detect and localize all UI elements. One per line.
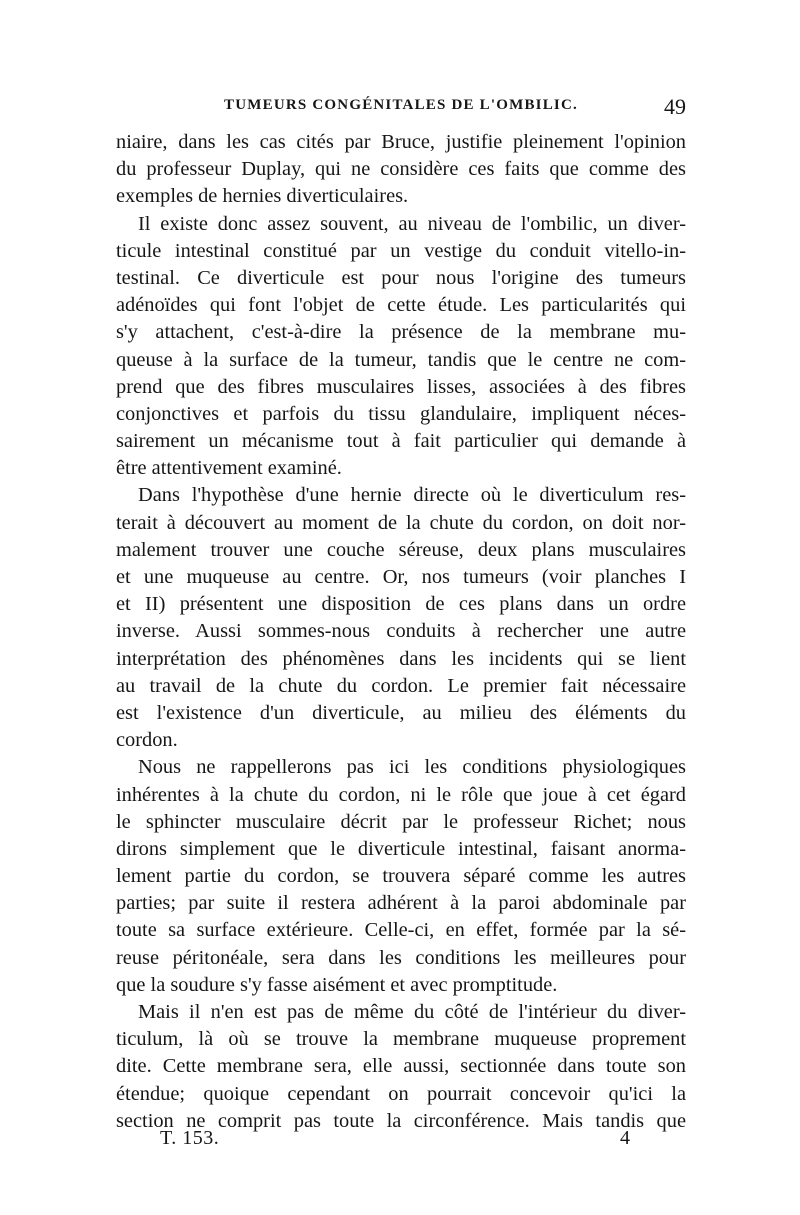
text-line: conjonctives et parfois du tissu glandulaire, impliquent néces-: [116, 402, 686, 425]
text-line: lement partie du cordon, se trouvera séparé comme les autres: [116, 865, 686, 888]
text-line: Mais il n'en est pas de même du côté de l'intérieur du diver-: [138, 1001, 686, 1023]
text-line: ticule intestinal constitué par un vestige du conduit vitello-in-: [116, 239, 686, 262]
text-line: terait à découvert au moment de la chute du cordon, on doit nor-: [116, 511, 686, 534]
text-line: prend que des fibres musculaires lisses, associées à des fibres: [116, 375, 686, 398]
text-line: et une muqueuse au centre. Or, nos tumeurs (voir planches I: [116, 566, 686, 588]
text-line: est l'existence d'un diverticule, au milieu des éléments du: [116, 701, 686, 724]
text-line: au travail de la chute du cordon. Le premier fait nécessaire: [116, 674, 686, 697]
text-line: s'y attachent, c'est-à-dire la présence de la membrane mu-: [116, 321, 686, 344]
text-line: le sphincter musculaire décrit par le professeur Richet; nous: [116, 810, 686, 833]
text-line: cordon.: [116, 729, 178, 752]
text-line: Dans l'hypothèse d'une hernie directe où le diverticulum res-: [138, 484, 686, 507]
text-line: reuse péritonéale, sera dans les conditions les meilleures pour: [116, 946, 686, 969]
text-line: exemples de hernies diverticulaires.: [116, 185, 409, 208]
text-line: toute sa surface extérieure. Celle-ci, en effet, formée par la sé-: [116, 919, 686, 942]
text-line: section ne comprit pas toute la circonférence. Mais tandis que: [116, 1109, 686, 1132]
text-line: du professeur Duplay, qui ne considère ces faits que comme des: [116, 158, 686, 181]
text-line: Nous ne rappellerons pas ici les conditions physiologiques: [138, 756, 686, 779]
page-footer: [160, 1127, 630, 1153]
text-line: inverse. Aussi sommes-nous conduits à rechercher une autre: [116, 620, 686, 643]
running-title: TUMEURS CONGÉNITALES DE L'OMBILIC.: [224, 97, 578, 113]
running-head: [116, 94, 686, 121]
text-line: dirons simplement que le diverticule intestinal, faisant anorma-: [116, 837, 686, 860]
text-line: sairement un mécanisme tout à fait particulier qui demande à: [116, 430, 686, 453]
text-line: Il existe donc assez souvent, au niveau de l'ombilic, un diver-: [138, 212, 686, 235]
signature-mark: T. 153.: [160, 1127, 220, 1149]
text-line: niaire, dans les cas cités par Bruce, justifie pleinement l'opinion: [116, 131, 686, 153]
text-line: dite. Cette membrane sera, elle aussi, sectionnée dans toute son: [116, 1055, 686, 1078]
text-line: interprétation des phénomènes dans les incidents qui se lient: [116, 647, 686, 670]
text-line: malement trouver une couche séreuse, deux plans musculaires: [116, 538, 686, 561]
body-text: [116, 129, 686, 1135]
text-line: que la soudure s'y fasse aisément et avec promptitude.: [116, 973, 558, 996]
text-line: parties; par suite il restera adhérent à la paroi abdominale par: [116, 892, 686, 915]
text-line: être attentivement examiné.: [116, 457, 342, 480]
page-number: 49: [664, 94, 686, 119]
text-line: inhérentes à la chute du cordon, ni le rôle que joue à cet égard: [116, 783, 686, 806]
text-line: testinal. Ce diverticule est pour nous l'origine des tumeurs: [116, 266, 686, 289]
text-line: adénoïdes qui font l'objet de cette étude. Les particularités qui: [116, 294, 686, 317]
text-line: queuse à la surface de la tumeur, tandis que le centre ne com-: [116, 348, 686, 371]
text-line: étendue; quoique cependant on pourrait concevoir qu'ici la: [116, 1082, 686, 1105]
sheet-number: 4: [620, 1127, 630, 1149]
text-line: et II) présentent une disposition de ces plans dans un ordre: [116, 593, 686, 616]
text-line: ticulum, là où se trouve la membrane muqueuse proprement: [116, 1028, 686, 1051]
